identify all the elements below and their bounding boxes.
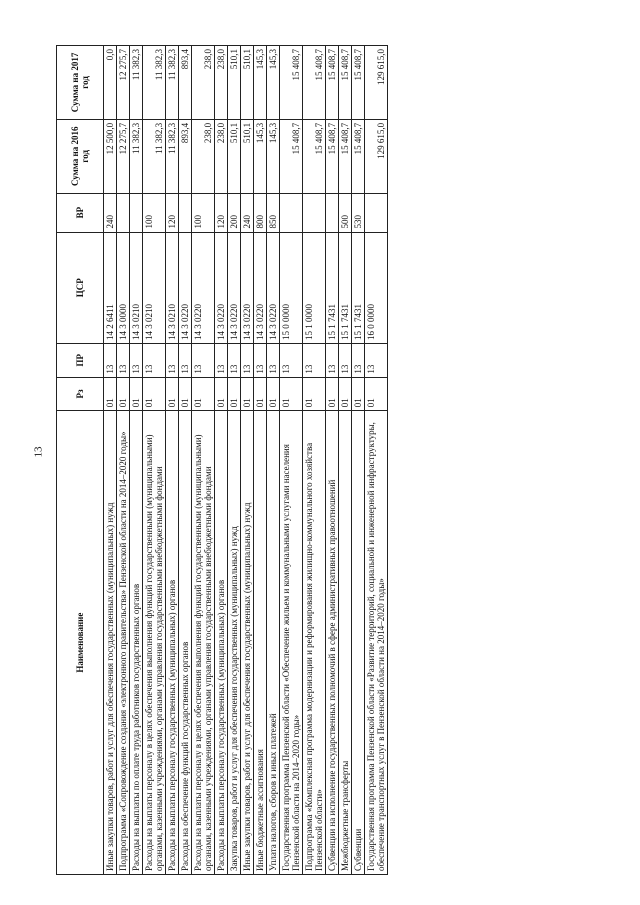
cell-name: Подпрограмма «Сопровождение создания «электронного правительства» Пензенской области на 2014–2020 годы» bbox=[117, 411, 130, 875]
page-number: 13 bbox=[32, 446, 45, 458]
cell-pr: 13 bbox=[104, 343, 117, 377]
cell-csr: 14 3 0210 bbox=[130, 232, 143, 343]
header-csr: ЦСР bbox=[57, 232, 104, 343]
cell-pr: 13 bbox=[303, 343, 326, 377]
cell-sum-2016: 893,4 bbox=[179, 119, 192, 193]
table-row bbox=[303, 46, 326, 875]
cell-sum-2016: 15 408,7 bbox=[339, 119, 352, 193]
cell-pr: 13 bbox=[267, 343, 280, 377]
cell-name: Государственная программа Пензенской области «Развитие территорий, социальной и инженерной инфраструктуры, обеспечение транспортных услуг в Пензенской области на 2014–2020 годы» bbox=[365, 411, 388, 875]
cell-csr: 14 3 0220 bbox=[241, 232, 254, 343]
table-row bbox=[117, 46, 130, 875]
table-row bbox=[326, 46, 339, 875]
cell-vr: 120 bbox=[215, 193, 228, 232]
cell-rz: 01 bbox=[254, 377, 267, 411]
cell-csr: 15 1 0000 bbox=[303, 232, 326, 343]
cell-pr: 13 bbox=[130, 343, 143, 377]
cell-sum-2016: 129 615,0 bbox=[365, 119, 388, 193]
cell-rz: 01 bbox=[104, 377, 117, 411]
table-row bbox=[254, 46, 267, 875]
table-row bbox=[192, 46, 215, 875]
cell-name: Государственная программа Пензенской области «Обеспечение жильем и коммунальными услугами населения Пензенской области на 2014–2020 годы» bbox=[280, 411, 303, 875]
cell-sum-2016: 11 382,3 bbox=[130, 119, 143, 193]
cell-vr: 850 bbox=[267, 193, 280, 232]
cell-pr: 13 bbox=[365, 343, 388, 377]
cell-sum-2017: 15 408,7 bbox=[303, 46, 326, 120]
cell-pr: 13 bbox=[241, 343, 254, 377]
cell-rz: 01 bbox=[326, 377, 339, 411]
budget-table bbox=[56, 45, 388, 875]
cell-rz: 01 bbox=[352, 377, 365, 411]
header-vr: ВР bbox=[57, 193, 104, 232]
cell-pr: 13 bbox=[166, 343, 179, 377]
cell-csr: 14 3 0220 bbox=[254, 232, 267, 343]
cell-rz: 01 bbox=[215, 377, 228, 411]
cell-csr: 14 3 0220 bbox=[267, 232, 280, 343]
cell-rz: 01 bbox=[365, 377, 388, 411]
cell-vr: 100 bbox=[143, 193, 166, 232]
table-header-row bbox=[57, 46, 104, 875]
cell-name: Расходы на обеспечение функций государственных органов bbox=[179, 411, 192, 875]
cell-sum-2017: 12 275,7 bbox=[117, 46, 130, 120]
header-pr: ПР bbox=[57, 343, 104, 377]
cell-name: Иные бюджетные ассигнования bbox=[254, 411, 267, 875]
table-row bbox=[365, 46, 388, 875]
cell-sum-2017: 15 408,7 bbox=[339, 46, 352, 120]
cell-csr: 14 2 6411 bbox=[104, 232, 117, 343]
cell-csr: 15 0 0000 bbox=[280, 232, 303, 343]
cell-sum-2016: 12 275,7 bbox=[117, 119, 130, 193]
cell-pr: 13 bbox=[280, 343, 303, 377]
cell-vr: 240 bbox=[241, 193, 254, 232]
header-sum-2017: Сумма на 2017 год bbox=[57, 46, 104, 120]
cell-name: Уплата налогов, сборов и иных платежей bbox=[267, 411, 280, 875]
cell-vr bbox=[303, 193, 326, 232]
cell-rz: 01 bbox=[280, 377, 303, 411]
cell-vr: 800 bbox=[254, 193, 267, 232]
cell-pr: 13 bbox=[339, 343, 352, 377]
cell-rz: 01 bbox=[339, 377, 352, 411]
cell-csr: 14 3 0210 bbox=[143, 232, 166, 343]
table-row bbox=[241, 46, 254, 875]
cell-name: Расходы на выплаты по оплате труда работников государственных органов bbox=[130, 411, 143, 875]
table-row bbox=[104, 46, 117, 875]
cell-pr: 13 bbox=[117, 343, 130, 377]
cell-sum-2016: 15 408,7 bbox=[280, 119, 303, 193]
cell-sum-2016: 15 408,7 bbox=[303, 119, 326, 193]
cell-sum-2017: 238,0 bbox=[192, 46, 215, 120]
cell-pr: 13 bbox=[326, 343, 339, 377]
cell-rz: 01 bbox=[192, 377, 215, 411]
table-row bbox=[215, 46, 228, 875]
cell-vr: 240 bbox=[104, 193, 117, 232]
rotated-table-wrapper bbox=[56, 45, 388, 875]
cell-sum-2016: 238,0 bbox=[215, 119, 228, 193]
cell-sum-2017: 510,1 bbox=[228, 46, 241, 120]
cell-sum-2017: 145,3 bbox=[267, 46, 280, 120]
cell-sum-2016: 11 382,3 bbox=[143, 119, 166, 193]
cell-sum-2016: 145,3 bbox=[267, 119, 280, 193]
cell-name: Иные закупки товаров, работ и услуг для обеспечения государственных (муниципальных) нужд bbox=[241, 411, 254, 875]
cell-rz: 01 bbox=[143, 377, 166, 411]
cell-pr: 13 bbox=[192, 343, 215, 377]
cell-csr: 16 0 0000 bbox=[365, 232, 388, 343]
cell-name: Межбюджетные трансферты bbox=[339, 411, 352, 875]
cell-vr bbox=[117, 193, 130, 232]
table-row bbox=[130, 46, 143, 875]
table-body bbox=[104, 46, 388, 875]
cell-vr: 530 bbox=[352, 193, 365, 232]
header-sum-2016: Сумма на 2016 год bbox=[57, 119, 104, 193]
cell-rz: 01 bbox=[241, 377, 254, 411]
cell-rz: 01 bbox=[267, 377, 280, 411]
cell-rz: 01 bbox=[303, 377, 326, 411]
cell-sum-2016: 15 408,7 bbox=[352, 119, 365, 193]
cell-name: Расходы на выплаты персоналу в целях обеспечения выполнения функций государственными (муниципальными) органами, казенными учреждениями, органами управления государственными внебюджетными фондами bbox=[192, 411, 215, 875]
cell-sum-2017: 893,4 bbox=[179, 46, 192, 120]
cell-sum-2016: 11 382,3 bbox=[166, 119, 179, 193]
cell-sum-2017: 129 615,0 bbox=[365, 46, 388, 120]
cell-sum-2017: 15 408,7 bbox=[280, 46, 303, 120]
cell-sum-2017: 0,0 bbox=[104, 46, 117, 120]
cell-name: Подпрограмма «Комплексная программа модернизации и реформирования жилищно-коммунального хозяйства Пензенской области» bbox=[303, 411, 326, 875]
cell-vr bbox=[179, 193, 192, 232]
cell-name: Расходы на выплаты персоналу государственных (муниципальных) органов bbox=[215, 411, 228, 875]
cell-csr: 14 3 0220 bbox=[215, 232, 228, 343]
cell-sum-2016: 510,1 bbox=[241, 119, 254, 193]
header-name: Наименование bbox=[57, 411, 104, 875]
cell-vr: 500 bbox=[339, 193, 352, 232]
header-rz: Рз bbox=[57, 377, 104, 411]
cell-csr: 15 1 7431 bbox=[326, 232, 339, 343]
table-row bbox=[179, 46, 192, 875]
cell-name: Расходы на выплаты персоналу государственных (муниципальных) органов bbox=[166, 411, 179, 875]
cell-sum-2017: 145,3 bbox=[254, 46, 267, 120]
cell-rz: 01 bbox=[166, 377, 179, 411]
cell-sum-2017: 11 382,3 bbox=[143, 46, 166, 120]
cell-sum-2017: 15 408,7 bbox=[326, 46, 339, 120]
cell-vr bbox=[326, 193, 339, 232]
cell-pr: 13 bbox=[254, 343, 267, 377]
cell-name: Субвенции на исполнение государственных полномочий в сфере административных правоотношений bbox=[326, 411, 339, 875]
cell-rz: 01 bbox=[117, 377, 130, 411]
cell-vr: 120 bbox=[166, 193, 179, 232]
cell-sum-2017: 11 382,3 bbox=[130, 46, 143, 120]
cell-csr: 14 3 0220 bbox=[179, 232, 192, 343]
table-row bbox=[143, 46, 166, 875]
cell-csr: 14 3 0210 bbox=[166, 232, 179, 343]
cell-vr: 100 bbox=[192, 193, 215, 232]
cell-name: Закупка товаров, работ и услуг для обеспечения государственных (муниципальных) нужд bbox=[228, 411, 241, 875]
table-row bbox=[166, 46, 179, 875]
cell-sum-2016: 12 500,0 bbox=[104, 119, 117, 193]
cell-rz: 01 bbox=[228, 377, 241, 411]
table-row bbox=[352, 46, 365, 875]
cell-vr bbox=[280, 193, 303, 232]
cell-rz: 01 bbox=[130, 377, 143, 411]
table-row bbox=[339, 46, 352, 875]
table-row bbox=[280, 46, 303, 875]
cell-csr: 15 1 7431 bbox=[352, 232, 365, 343]
cell-sum-2016: 510,1 bbox=[228, 119, 241, 193]
cell-sum-2016: 15 408,7 bbox=[326, 119, 339, 193]
cell-vr: 200 bbox=[228, 193, 241, 232]
cell-pr: 13 bbox=[143, 343, 166, 377]
cell-sum-2016: 238,0 bbox=[192, 119, 215, 193]
cell-name: Иные закупки товаров, работ и услуг для обеспечения государственных (муниципальных) нужд bbox=[104, 411, 117, 875]
cell-pr: 13 bbox=[352, 343, 365, 377]
cell-csr: 14 3 0000 bbox=[117, 232, 130, 343]
cell-pr: 13 bbox=[228, 343, 241, 377]
cell-sum-2017: 11 382,3 bbox=[166, 46, 179, 120]
cell-pr: 13 bbox=[215, 343, 228, 377]
cell-rz: 01 bbox=[179, 377, 192, 411]
table-row bbox=[267, 46, 280, 875]
cell-sum-2017: 238,0 bbox=[215, 46, 228, 120]
cell-pr: 13 bbox=[179, 343, 192, 377]
cell-csr: 15 1 7431 bbox=[339, 232, 352, 343]
table-row bbox=[228, 46, 241, 875]
cell-sum-2017: 510,1 bbox=[241, 46, 254, 120]
cell-vr bbox=[130, 193, 143, 232]
cell-csr: 14 3 0220 bbox=[192, 232, 215, 343]
cell-name: Субвенции bbox=[352, 411, 365, 875]
cell-sum-2017: 15 408,7 bbox=[352, 46, 365, 120]
cell-name: Расходы на выплаты персоналу в целях обеспечения выполнения функций государственными (муниципальными) органами, казенными учреждениями, органами управления государственными внебюджетными фондами bbox=[143, 411, 166, 875]
cell-vr bbox=[365, 193, 388, 232]
cell-sum-2016: 145,3 bbox=[254, 119, 267, 193]
cell-csr: 14 3 0220 bbox=[228, 232, 241, 343]
